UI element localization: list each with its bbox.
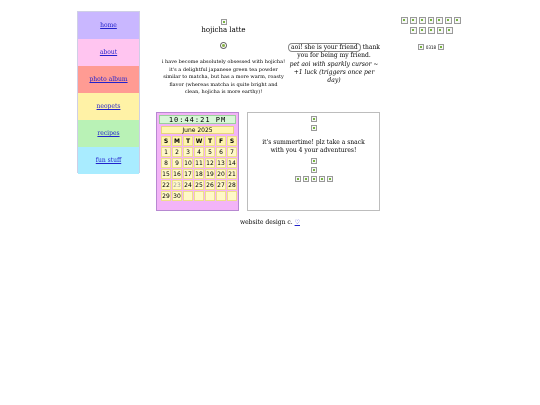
calendar-day: 10 [184,160,192,167]
stamp-icon [410,17,417,24]
calendar-day: 26 [206,182,214,189]
snack-icons[interactable] [248,176,379,182]
calendar-day: 17 [184,171,192,178]
calendar-day: 7 [227,147,237,157]
calendar-day: 15 [162,171,170,178]
stamp-icon [428,27,435,34]
calendar-day: 13 [217,160,225,167]
heart-icon[interactable]: ♡ [294,219,300,226]
sidebar-link-neopets[interactable]: neopets [96,103,121,110]
calendar-day-empty [205,191,215,201]
calendar-day: 19 [206,171,214,178]
visitor-counter [401,44,461,50]
stamp-icon [437,27,444,34]
calendar-day: 25 [195,182,203,189]
weekday-label: T [205,136,215,146]
clock-display: 10:44:21 PM [159,115,236,124]
sidebar-link-about[interactable]: about [99,49,118,56]
calendar-day: 21 [228,171,236,178]
weekday-label: W [195,138,203,145]
calendar-day: 12 [206,160,214,167]
summer-bottom-images [248,158,379,173]
stamp-icon [401,17,408,24]
footer [0,219,540,226]
sidebar-item-recipes[interactable] [78,120,139,147]
stamp-row-2 [401,27,461,34]
footer-text: website design c. [240,219,293,226]
broken-image-icon [311,158,317,164]
stamp-icon [454,17,461,24]
stamp-icon [445,17,452,24]
snack-icon[interactable] [319,176,325,182]
sidebar-nav [77,11,140,173]
snack-icon[interactable] [295,176,301,182]
calendar-grid [161,136,234,201]
calendar-day: 22 [162,182,170,189]
calendar-day-today: 23 [173,182,181,189]
calendar-day: 1 [161,147,171,157]
sidebar-item-home[interactable] [78,12,139,39]
stamp-icon [419,17,426,24]
counter-right-icon [438,44,444,50]
calendar-day: 5 [205,147,215,157]
snack-icon[interactable] [327,176,333,182]
calendar-day: 4 [194,147,204,157]
sidebar-item-about[interactable] [78,39,139,66]
calendar-day: 11 [195,160,203,167]
broken-image-icon [311,125,317,131]
sidebar-item-fun-stuff[interactable] [78,147,139,174]
sidebar-link-home[interactable]: home [100,22,117,29]
sidebar-item-neopets[interactable] [78,93,139,120]
broken-image-icon [311,167,317,173]
hojicha-section [161,18,286,97]
calendar-day: 2 [172,147,182,157]
sidebar-link-fun-stuff[interactable]: fun stuff [95,157,122,164]
calendar-day: 16 [173,171,181,178]
broken-image-icon [221,19,227,25]
calendar-day: 24 [184,182,192,189]
stamp-gallery [401,17,461,50]
friend-text: thank you for being my friend. [297,44,380,59]
calendar-month: June 2025 [161,126,234,134]
weekday-label: M [172,136,182,146]
summer-box [247,112,380,211]
calendar-day-empty [194,191,204,201]
clock-calendar-widget [156,112,239,211]
stamp-row-1 [401,17,461,24]
calendar-day: 18 [195,171,203,178]
calendar-day: 14 [228,160,236,167]
counter-value: 0318 [425,44,437,50]
calendar-day: 28 [228,182,236,189]
weekday-label: T [183,136,193,146]
friend-note [288,43,380,85]
weekday-label: S [227,136,237,146]
friend-italic-text: pet aoi with sparkly cursor ~ +1 luck (triggers once per day) [289,61,379,84]
aoi-badge[interactable]: aoi! she is your friend [288,43,361,52]
stamp-icon [436,17,443,24]
stamp-icon [446,27,453,34]
sidebar-link-recipes[interactable]: recipes [97,130,120,137]
summer-message: it's summertime! plz take a snack with you 4 your adventures! [262,139,365,154]
calendar-day: 20 [217,171,225,178]
calendar-day: 30 [173,193,181,200]
hojicha-description: i have become absolutely obsessed with hojicha! it's a delightful japanese green tea powder similar to matcha, but has a more warm, roasty flavor (whereas matcha is quite bright and clean, hojicha is more earthy)! [161,59,286,95]
calendar-day: 27 [217,182,225,189]
calendar-day-empty [216,191,226,201]
hojicha-title: hojicha latte [201,26,246,34]
counter-left-icon [418,44,424,50]
calendar-day: 8 [161,158,171,168]
snack-icon[interactable] [311,176,317,182]
calendar-day: 9 [172,158,182,168]
calendar-day: 6 [216,147,226,157]
weekday-label: S [161,136,171,146]
summer-top-images [248,116,379,131]
weekday-label: F [216,136,226,146]
sidebar-link-photo-album[interactable]: photo album [89,76,128,83]
hojicha-cup-icon [220,42,227,49]
stamp-icon [410,27,417,34]
sidebar-item-photo-album[interactable] [78,66,139,93]
stamp-icon [419,27,426,34]
stamp-icon [428,17,435,24]
calendar-day-empty [227,191,237,201]
calendar-day: 3 [183,147,193,157]
calendar-day: 29 [162,193,170,200]
calendar-day-empty [183,191,193,201]
snack-icon[interactable] [303,176,309,182]
broken-image-icon [311,116,317,122]
